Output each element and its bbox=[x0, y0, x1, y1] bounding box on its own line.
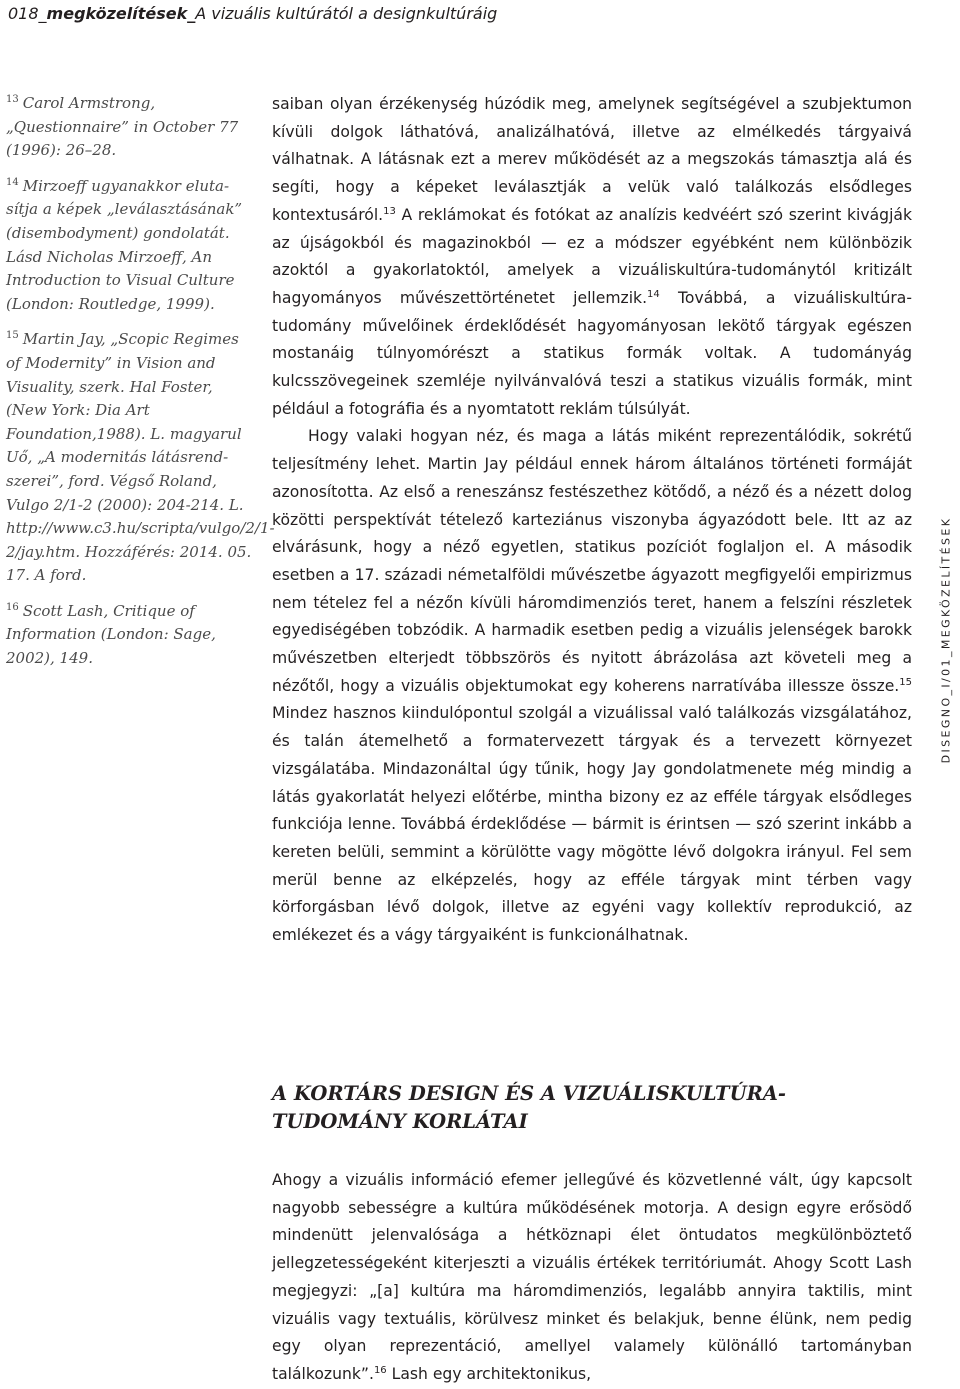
footnote-number: 16 bbox=[6, 601, 19, 613]
header-section: megközelítések_ bbox=[46, 4, 196, 23]
text-run: A reklámokat és fotókat az analízis kedvéért szó szerint kivágják az újságokból és magazinokból — ez a módszer egyébként nem különbözik azoktól a gyakorlatoktól, amelyek a vizuáliskultúra-tudománytól kritizált hagyományos művészettörténetet jellemzik. bbox=[272, 205, 912, 307]
text-run: Ahogy a vizuális információ efemer jellegűvé és közvetlenné vált, úgy kapcsolt nagyobb sebességre a kultúra működésének motorja. A design egyre erősödő mindenütt jelenvalósága a hétköznapi élet öntudatos megkülönböztető jellegzetességeként kiterjeszti a vizuális értékek territóriumát. Ahogy Scott Lash megjegyzi: „[a] kultúra ma háromdimenziós, legalább annyira taktilis, mint vizuális vagy textuális, körülvesz minket és belakjuk, benne élünk, nem pedig egy olyan reprezentáció, amellyel valamely különálló tartományban találkozunk”. bbox=[272, 1171, 912, 1383]
footnote-15 bbox=[6, 328, 275, 588]
footnote-13 bbox=[6, 92, 256, 163]
footnote-number: 13 bbox=[6, 94, 19, 105]
footnote-number: 15 bbox=[6, 330, 19, 342]
running-header bbox=[8, 4, 497, 23]
text-run: Mindez hasznos kiindulópontul szolgál a vizuálissal való találkozás vizsgálatához, és talán átemelhető a formatervezett tárgyak és a tervezett környezet vizsgálatába. Mindazonáltal úgy tűnik, hogy Jay gondolatmenete még mindig a látás gyakorlatát helyezi előtérbe, mintha bizony ez az efféle tárgyak elsődleges funkciója lenne. Továbbá érdeklődése — bármit is érintsen — szó szerint inkább a kereten belüli, semmint a körülötte vagy mögötte lévő dolgokra irányul. Fel sem merül benne az elképzelés, hogy az efféle tárgyak mint térben vagy körforgásban lévő dolgok, illetve az egyéni vagy kollektív reprodukció, az emlékezet és a vágy tárgyaiként is funkcionálhatnak. bbox=[272, 704, 912, 945]
text-run: saiban olyan érzékenység húzódik meg, amelynek segítségével a szubjektumon kívüli dolgok láthatóvá, analizálhatóvá, illetve az elmélkedés tárgyaivá válhatnak. A látásnak ezt a merev működését az a megszokás támasztja alá és segíti, hogy a képeket leválasztják a velük való találkozás elsődleges kontextusáról. bbox=[272, 95, 912, 224]
main-text-column bbox=[272, 91, 912, 950]
footnote-text: Mirzoeff ugyanakkor elutasítja a képek „leválasztásának” (disembodyment) gondolatát. Lásd Nicholas Mirzoeff, An Introduction to Visual Culture (London: Routledge, 1999). bbox=[6, 176, 243, 313]
header-subtitle: A vizuális kultúrától a designkultúráig bbox=[195, 4, 498, 23]
page-number: 018_ bbox=[8, 4, 47, 23]
footnote-ref: 13 bbox=[383, 205, 396, 217]
footnote-14 bbox=[6, 175, 256, 317]
section-heading: A KORTÁRS DESIGN ÉS A VIZUÁLISKULTÚRA-TUDOMÁNY KORLÁTAI bbox=[272, 1082, 786, 1133]
footnote-text: Scott Lash, Critique of Information (London: Sage, 2002), 149. bbox=[6, 601, 216, 668]
footnote-text: Martin Jay, „Scopic Regimes of Modernity” in Vision and Visuality, szerk. Hal Foster, (New York: Dia Art Foundation,1988). L. magyarul Uő, „A modernitás látásrendszerei”, ford. Végső Roland, Vulgo 2/1-2 (2000): 204-214. L. http://www.c3.hu/scripta/vulgo/2/1-2/jay.htm. Hozzáférés: 2014. 05. 17. A ford. bbox=[6, 330, 275, 585]
footnote-ref: 14 bbox=[647, 288, 660, 300]
section-body-paragraph bbox=[272, 1167, 912, 1389]
text-run: Hogy valaki hogyan néz, és maga a látás miként reprezentálódik, sokrétű teljesítmény lehet. Martin Jay például ennek három általános történeti formáját azonosította. Az első a reneszánsz festészethez kötődő, a néző és a nézett dolog közötti perspektívát tételező karteziánus viszonyba ágyazódott bele. Itt az az elvárásunk, hogy a néző egyetlen, statikus pozíciót foglaljon el. A második esetben a 17. századi németalföldi művészetbe ágyazott megfigyelői empirizmus nem tételez fel a nézőn kívüli háromdimenziós teret, hanem a felszíni részletek egyediségében tobzódik. A harmadik esetben pedig a vizuális jelenségek barokk művészetben elterjedt többszörös és nyitott ábrázolása azt követeli meg a nézőtől, hogy a vizuális objektumokat egy koherens narratívába illessze össze. bbox=[272, 427, 912, 695]
footnotes-column bbox=[6, 92, 275, 683]
body-paragraph bbox=[272, 91, 912, 423]
vertical-margin-label: DISEGNO_I/01_MEGKÖZELÍTÉSEK bbox=[939, 516, 953, 764]
footnote-ref: 16 bbox=[373, 1364, 387, 1376]
text-run: Lash egy architektonikus, bbox=[386, 1364, 592, 1383]
footnote-text: Carol Armstrong, „Questionnaire” in October 77 (1996): 26–28. bbox=[6, 94, 239, 160]
body-paragraph bbox=[272, 423, 912, 949]
footnote-16 bbox=[6, 600, 256, 671]
text-run: Továbbá, a vizuáliskultúra-tudomány művelőinek érdeklődését hagyományosan lekötő tárgyak egészen mostanáig túlnyomórészt a statikus formák voltak. A tudományág kulcsszövegeinek szemléje nyilvánvalóvá teszi a statikus vizuális formák, mint például a fotográfia és a nyomtatott reklám túlsúlyát. bbox=[272, 288, 912, 418]
footnote-number: 14 bbox=[6, 176, 19, 188]
footnote-ref: 15 bbox=[899, 676, 912, 688]
